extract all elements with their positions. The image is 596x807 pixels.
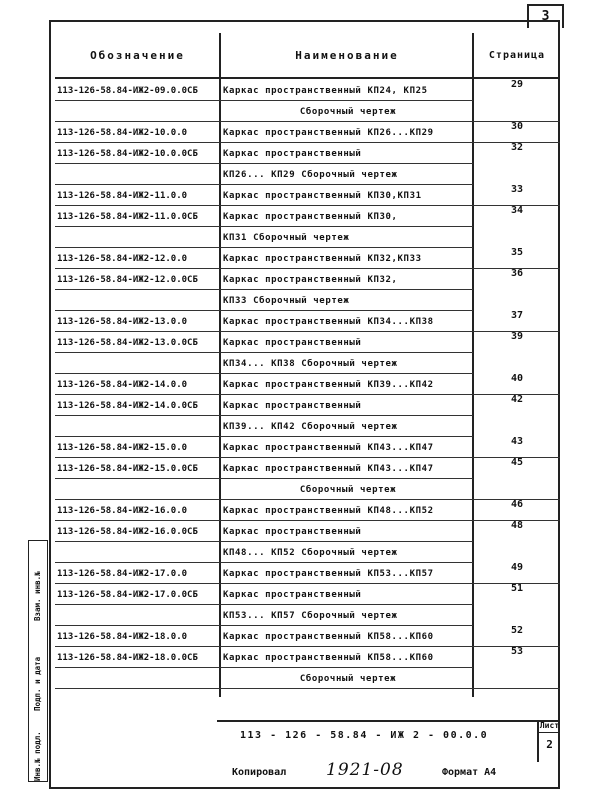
row-name: Каркас пространственный КП43...КП47 bbox=[223, 443, 434, 453]
row-page: 43 bbox=[510, 436, 524, 447]
title-block-code: 113 - 126 - 58.84 - ИЖ 2 - 00.0.0 bbox=[240, 730, 489, 741]
sheet-box bbox=[537, 720, 560, 762]
header-name: Наименование bbox=[295, 48, 399, 62]
row-designation: 113-126-58.84-ИЖ2-16.0.0СБ bbox=[57, 527, 198, 537]
row-page: 40 bbox=[510, 373, 524, 384]
row-page: 48 bbox=[510, 520, 524, 531]
row-page: 51 bbox=[510, 583, 524, 594]
row-name: КП31 Сборочный чертеж bbox=[223, 233, 350, 243]
row-page: 34 bbox=[510, 205, 524, 216]
sheet-label: Лист bbox=[539, 720, 560, 733]
row-designation: 113-126-58.84-ИЖ2-11.0.0 bbox=[57, 191, 188, 201]
side-label-podp-data: Подп. и дата bbox=[33, 656, 42, 711]
row-name: КП48... КП52 Сборочный чертеж bbox=[223, 548, 398, 558]
row-page: 52 bbox=[510, 625, 524, 636]
row-name: Каркас пространственный КП53...КП57 bbox=[223, 569, 434, 579]
row-designation: 113-126-58.84-ИЖ2-16.0.0 bbox=[57, 506, 188, 516]
row-page: 37 bbox=[510, 310, 524, 321]
row-name: КП39... КП42 Сборочный чертеж bbox=[223, 422, 398, 432]
row-name: Каркас пространственный КП24, КП25 bbox=[223, 86, 428, 96]
row-page: 30 bbox=[510, 121, 524, 132]
copied-label: Копировал bbox=[232, 767, 287, 778]
row-name: Каркас пространственный КП30,КП31 bbox=[223, 191, 422, 201]
row-designation: 113-126-58.84-ИЖ2-18.0.0 bbox=[57, 632, 188, 642]
title-block bbox=[217, 720, 560, 762]
row-name: Сборочный чертеж bbox=[299, 107, 397, 117]
row-name: Каркас пространственный bbox=[223, 149, 362, 159]
row-page: 29 bbox=[510, 79, 524, 90]
row-name: Каркас пространственный КП30, bbox=[223, 212, 398, 222]
side-label-vzam-inv: Взам. инв.№ bbox=[33, 571, 42, 621]
row-name: Каркас пространственный bbox=[223, 401, 362, 411]
row-page: 45 bbox=[510, 457, 524, 468]
side-stamp-strip bbox=[28, 540, 48, 782]
row-name: Каркас пространственный КП48...КП52 bbox=[223, 506, 434, 516]
row-name: Каркас пространственный bbox=[223, 527, 362, 537]
row-designation: 113-126-58.84-ИЖ2-15.0.0СБ bbox=[57, 464, 198, 474]
row-name: Каркас пространственный КП39...КП42 bbox=[223, 380, 434, 390]
row-name: Каркас пространственный КП32, bbox=[223, 275, 398, 285]
row-designation: 113-126-58.84-ИЖ2-09.0.0СБ bbox=[57, 86, 198, 96]
row-name: Каркас пространственный КП58...КП60 bbox=[223, 632, 434, 642]
row-name: КП53... КП57 Сборочный чертеж bbox=[223, 611, 398, 621]
row-designation: 113-126-58.84-ИЖ2-13.0.0 bbox=[57, 317, 188, 327]
row-designation: 113-126-58.84-ИЖ2-12.0.0СБ bbox=[57, 275, 198, 285]
row-designation: 113-126-58.84-ИЖ2-13.0.0СБ bbox=[57, 338, 198, 348]
row-name: Сборочный чертеж bbox=[299, 674, 397, 684]
row-name: Каркас пространственный КП43...КП47 bbox=[223, 464, 434, 474]
row-designation: 113-126-58.84-ИЖ2-11.0.0СБ bbox=[57, 212, 198, 222]
header-designation: Обозначение bbox=[90, 48, 185, 62]
row-page: 53 bbox=[510, 646, 524, 657]
row-name: Каркас пространственный КП32,КП33 bbox=[223, 254, 422, 264]
row-designation: 113-126-58.84-ИЖ2-18.0.0СБ bbox=[57, 653, 198, 663]
row-designation: 113-126-58.84-ИЖ2-12.0.0 bbox=[57, 254, 188, 264]
format-label: Формат А4 bbox=[442, 767, 497, 778]
row-page: 46 bbox=[510, 499, 524, 510]
row-designation: 113-126-58.84-ИЖ2-10.0.0СБ bbox=[57, 149, 198, 159]
row-page: 39 bbox=[510, 331, 524, 342]
row-designation: 113-126-58.84-ИЖ2-15.0.0 bbox=[57, 443, 188, 453]
row-page: 36 bbox=[510, 268, 524, 279]
row-name: Каркас пространственный bbox=[223, 338, 362, 348]
header-page: Страница bbox=[488, 49, 546, 61]
row-name: Каркас пространственный КП58...КП60 bbox=[223, 653, 434, 663]
row-name: Каркас пространственный bbox=[223, 590, 362, 600]
sheet-number: 2 bbox=[546, 738, 553, 751]
copier-signature: 1921-08 bbox=[326, 760, 404, 780]
row-page: 35 bbox=[510, 247, 524, 258]
row-designation: 113-126-58.84-ИЖ2-14.0.0 bbox=[57, 380, 188, 390]
row-designation: 113-126-58.84-ИЖ2-10.0.0 bbox=[57, 128, 188, 138]
row-designation: 113-126-58.84-ИЖ2-14.0.0СБ bbox=[57, 401, 198, 411]
row-name: КП26... КП29 Сборочный чертеж bbox=[223, 170, 398, 180]
row-page: 49 bbox=[510, 562, 524, 573]
row-designation: 113-126-58.84-ИЖ2-17.0.0СБ bbox=[57, 590, 198, 600]
row-page: 42 bbox=[510, 394, 524, 405]
row-name: КП34... КП38 Сборочный чертеж bbox=[223, 359, 398, 369]
row-designation: 113-126-58.84-ИЖ2-17.0.0 bbox=[57, 569, 188, 579]
row-name: Каркас пространственный КП34...КП38 bbox=[223, 317, 434, 327]
row-name: КП33 Сборочный чертеж bbox=[223, 296, 350, 306]
row-name: Сборочный чертеж bbox=[299, 485, 397, 495]
row-name: Каркас пространственный КП26...КП29 bbox=[223, 128, 434, 138]
side-label-inv-podl: Инв.№ подл. bbox=[33, 731, 42, 781]
row-page: 32 bbox=[510, 142, 524, 153]
row-page: 33 bbox=[510, 184, 524, 195]
page-number: 3 bbox=[541, 9, 550, 24]
